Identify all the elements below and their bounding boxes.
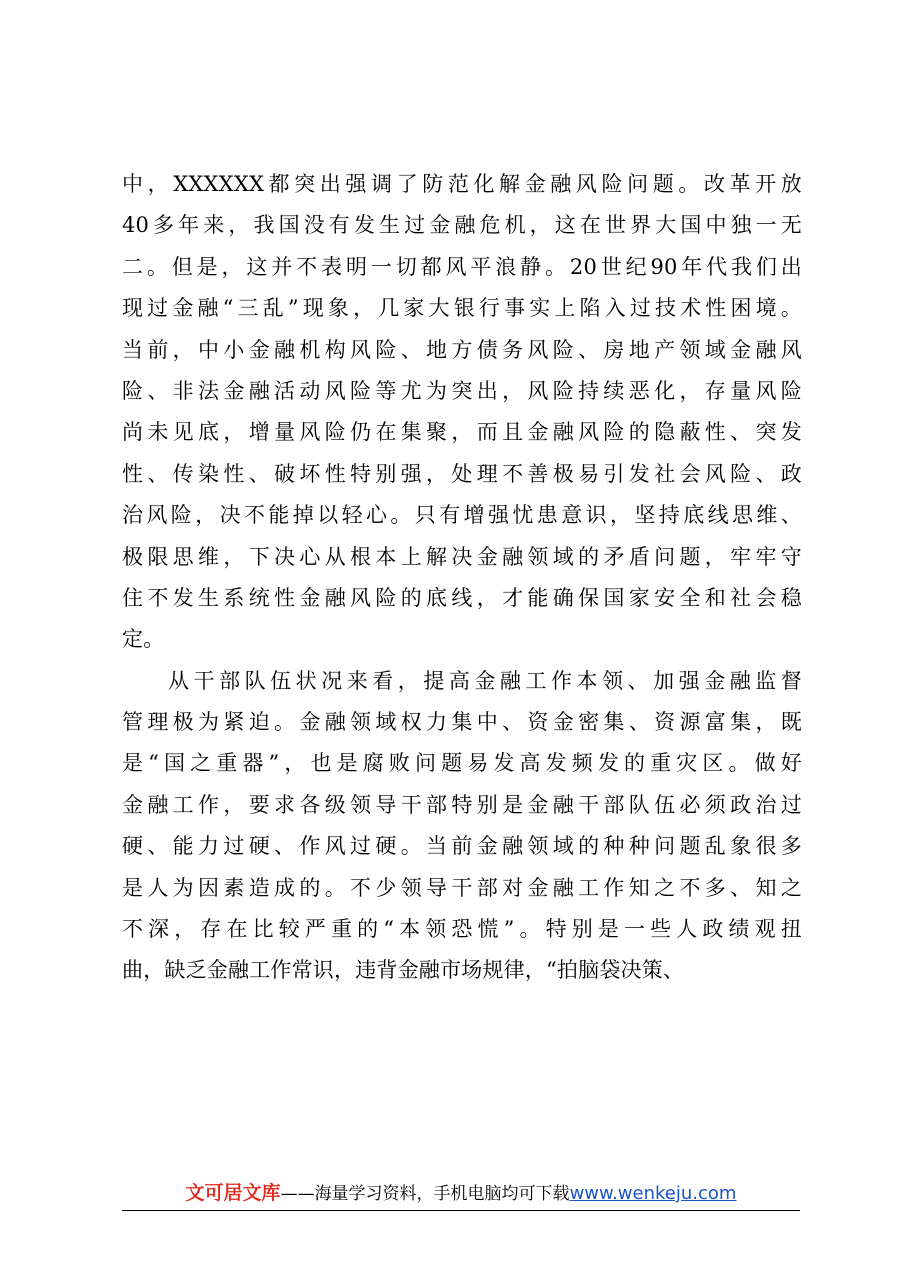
- text-line: 中，XXXXXX都突出强调了防范化解金融风险问题。改革开放: [122, 172, 802, 196]
- text-line: 硬、能力过硬、作风过硬。当前金融领域的种种问题乱象很多: [122, 834, 802, 859]
- footer-slogan: ——海量学习资料，手机电脑均可下载: [280, 1184, 570, 1204]
- text-line: 性、传染性、破坏性特别强，处理不善极易引发社会风险、政: [122, 461, 802, 486]
- text-line: 曲，缺乏金融工作常识，违背金融市场规律，“拍脑袋决策、: [122, 958, 685, 983]
- text-line: 尚未见底，增量风险仍在集聚，而且金融风险的隐蔽性、突发: [122, 420, 802, 445]
- page-footer: [122, 1178, 800, 1210]
- text-line: 是“国之重器”，也是腐败问题易发高发频发的重灾区。做好: [122, 751, 802, 776]
- text-line: 40多年来，我国没有发生过金融危机，这在世界大国中独一无: [122, 213, 802, 238]
- footer-url-link[interactable]: www.wenkeju.com: [569, 1183, 737, 1204]
- document-body: [122, 164, 802, 992]
- text-line: 是人为因素造成的。不少领导干部对金融工作知之不多、知之: [122, 875, 802, 900]
- footer-brand: 文可居文库: [185, 1182, 281, 1204]
- text-line: 定。: [122, 627, 165, 652]
- paragraph: [122, 661, 802, 992]
- footer-divider: [122, 1210, 800, 1211]
- text-line: 金融工作，要求各级领导干部特别是金融干部队伍必须政治过: [122, 792, 802, 817]
- text-line: 不深，存在比较严重的“本领恐慌”。特别是一些人政绩观扭: [122, 917, 802, 942]
- text-line: 治风险，决不能掉以轻心。只有增强忧患意识，坚持底线思维、: [122, 503, 802, 528]
- text-line: 住不发生系统性金融风险的底线，才能确保国家安全和社会稳: [122, 585, 802, 610]
- paragraph: [122, 164, 802, 661]
- text-line: 现过金融“三乱”现象，几家大银行事实上陷入过技术性困境。: [122, 296, 802, 321]
- text-line: 当前，中小金融机构风险、地方债务风险、房地产领域金融风: [122, 337, 802, 362]
- text-line: 管理极为紧迫。金融领域权力集中、资金密集、资源富集，既: [122, 710, 802, 735]
- text-line: 险、非法金融活动风险等尤为突出，风险持续恶化，存量风险: [122, 378, 802, 403]
- text-line: 从干部队伍状况来看，提高金融工作本领、加强金融监督: [168, 668, 802, 693]
- text-line: 二。但是，这并不表明一切都风平浪静。20世纪90年代我们出: [122, 254, 802, 279]
- text-line: 极限思维，下决心从根本上解决金融领域的矛盾问题，牢牢守: [122, 544, 802, 569]
